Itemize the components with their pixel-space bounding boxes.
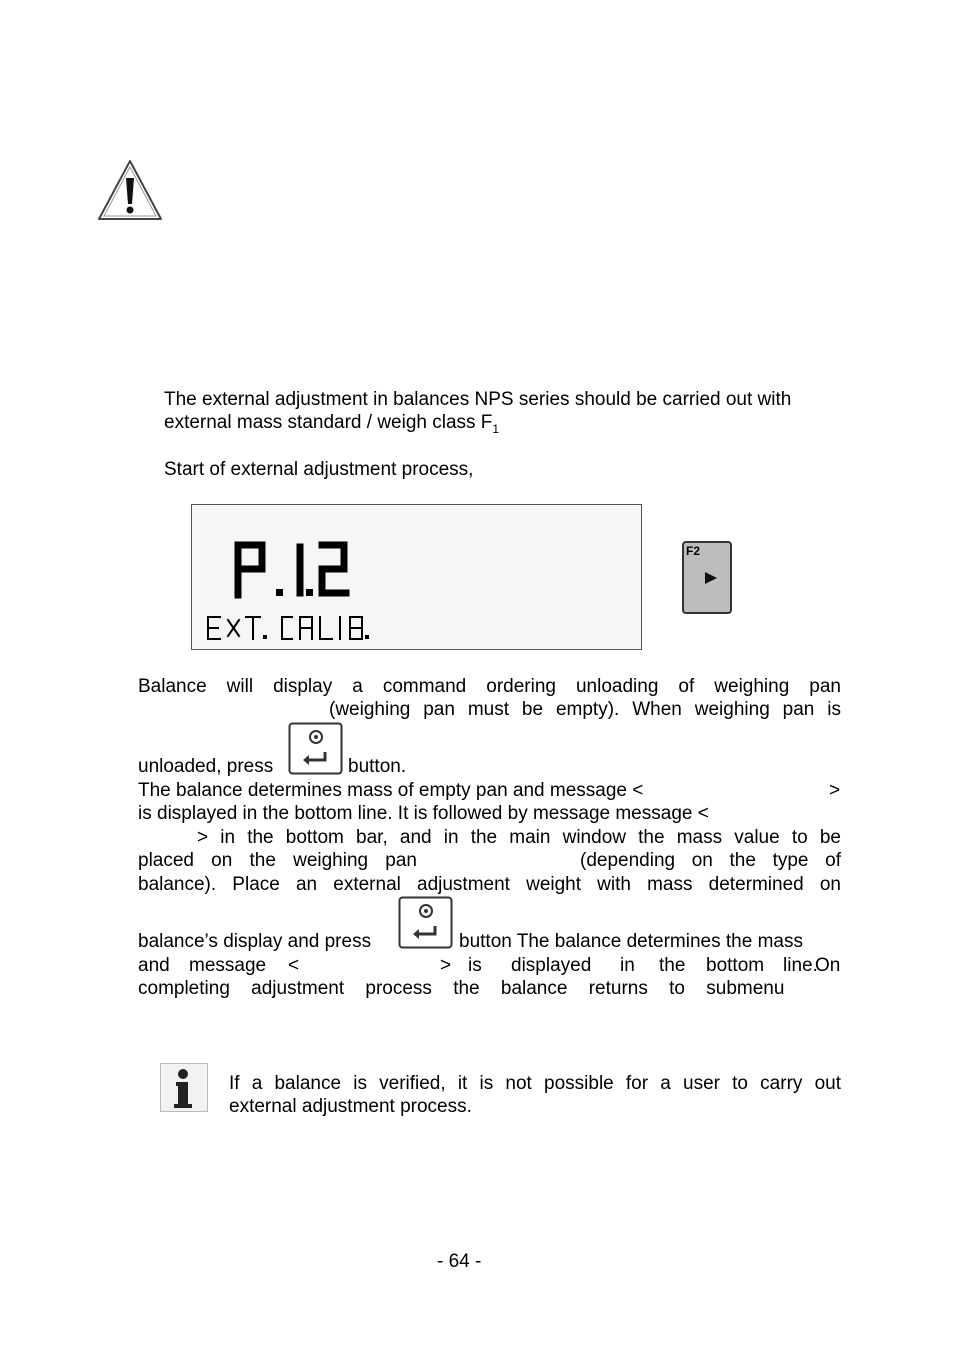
note-line-1: If a balance is verified, it is not possible for a user to carry out (229, 1073, 841, 1094)
body-line-7a: placed on the weighing pan (138, 850, 417, 871)
body-line-1: Balance will display a command ordering unloading of weighing pan (138, 676, 841, 697)
body-line-4b: > (829, 780, 841, 801)
body-line-9a: balance’s display and press (138, 931, 372, 952)
warning-triangle-icon (96, 158, 164, 222)
enter-button[interactable] (288, 722, 343, 775)
lcd-display (191, 504, 642, 650)
note-line-2: external adjustment process. (229, 1096, 472, 1117)
body-line-7b: (depending on the type of (580, 850, 841, 871)
body-line-8: balance). Place an external adjustment weight with mass determined on (138, 874, 841, 895)
body-line-3a: unloaded, press (138, 756, 274, 777)
start-text: Start of external adjustment process, (164, 459, 474, 480)
subscript: 1 (492, 421, 500, 436)
f2-key-button[interactable] (681, 540, 733, 615)
body-line-6: > in the bottom bar, and in the main window the mass value to be (197, 827, 841, 848)
body-line-9b: button The balance determines the mass (459, 931, 803, 952)
page-number: - 64 - (437, 1251, 482, 1272)
intro-line-1: The external adjustment in balances NPS series should be carried out with (164, 389, 792, 410)
body-line-4a: The balance determines mass of empty pan and message < (138, 780, 644, 801)
intro-line-2: external mass standard / weigh class $F_1$ (164, 412, 500, 436)
body-line-3b: button. (348, 756, 407, 777)
enter-button-2[interactable] (398, 896, 453, 949)
f2-key-label: F2 (686, 544, 701, 558)
body-line-5: is displayed in the bottom line. It is followed by message message < (138, 803, 709, 824)
body-line-11: completing adjustment process the balance returns to submenu (138, 978, 785, 999)
body-line-2: (weighing pan must be empty). When weighing pan is (329, 699, 841, 720)
info-icon (160, 1063, 208, 1112)
